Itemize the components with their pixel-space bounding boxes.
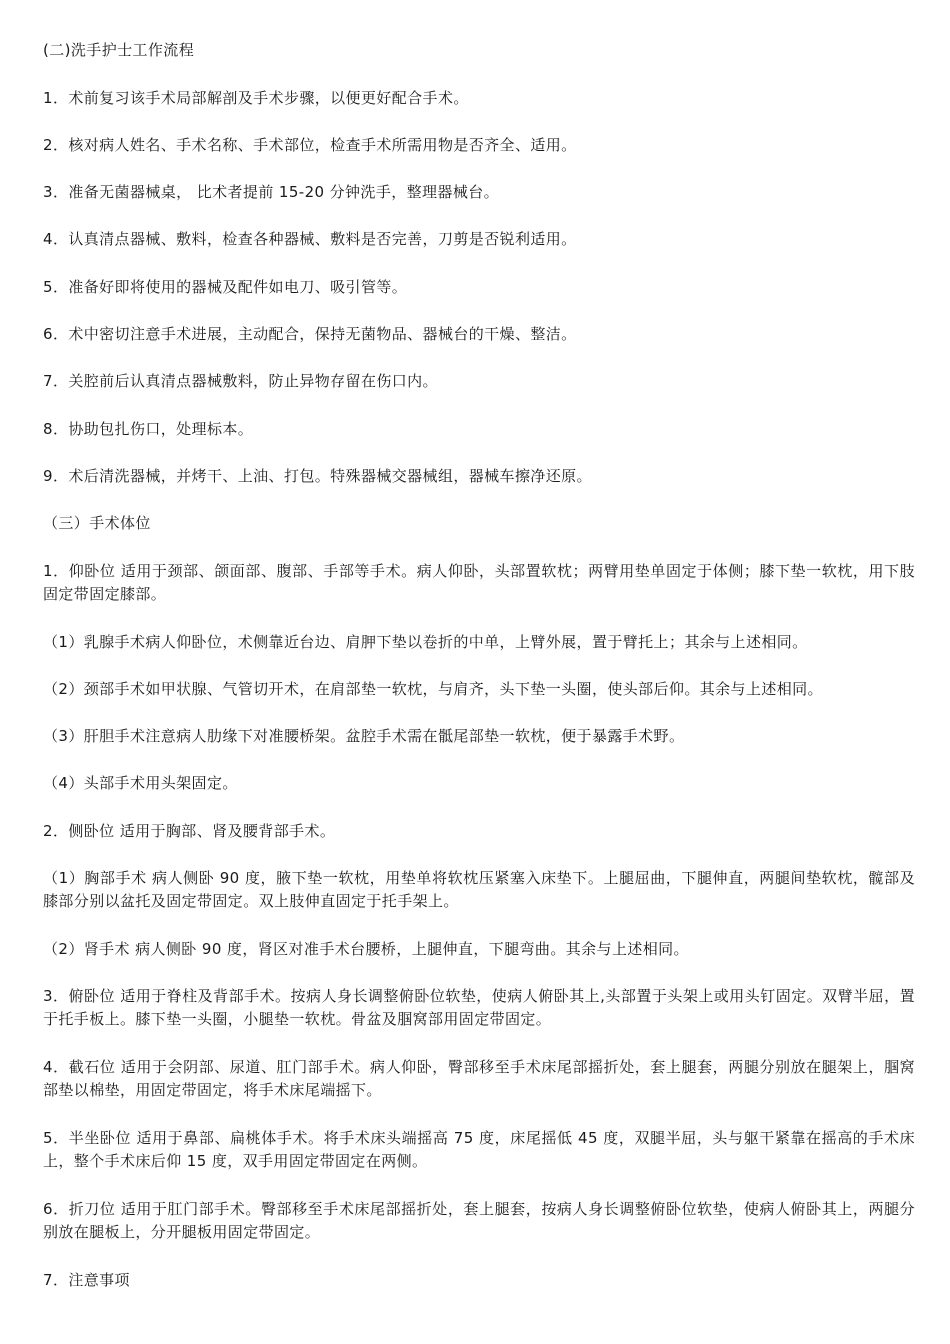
paragraph: （1）胸部手术 病人侧卧 90 度，腋下垫一软枕，用垫单将软枕压紧塞入床垫下。上腿屈曲，下腿伸直，两腿间垫软枕，髋部及膝部分别以盆托及固定带固定。双上肢伸直固定于托手架上。	[43, 869, 915, 910]
paragraph: 1．仰卧位 适用于颈部、颌面部、腹部、手部等手术。病人仰卧，头部置软枕；两臂用垫单固定于体侧；膝下垫一软枕，用下肢固定带固定膝部。	[43, 562, 915, 603]
paragraph: （2）颈部手术如甲状腺、气管切开术，在肩部垫一软枕，与肩齐，头下垫一头圈，使头部后仰。其余与上述相同。	[43, 680, 823, 698]
paragraph: （1）乳腺手术病人仰卧位，术侧靠近台边、肩胛下垫以卷折的中单，上臂外展，置于臂托上；其余与上述相同。	[43, 633, 808, 651]
paragraph: 5．准备好即将使用的器械及配件如电刀、吸引管等。	[43, 278, 408, 296]
paragraph: 5．半坐卧位 适用于鼻部、扁桃体手术。将手术床头端摇高 75 度，床尾摇低 45 度，双腿半屈，头与躯干紧靠在摇高的手术床上，整个手术床后仰 15 度，双手用固定带固定在两侧。	[43, 1129, 915, 1170]
paragraph: 6．术中密切注意手术进展，主动配合，保持无菌物品、器械台的干燥、整洁。	[43, 325, 577, 343]
paragraph: （4）头部手术用头架固定。	[43, 774, 238, 792]
section-heading-scrub-nurse-workflow: (二)洗手护士工作流程	[43, 41, 195, 59]
paragraph: 7．关腔前后认真清点器械敷料，防止异物存留在伤口内。	[43, 372, 438, 390]
paragraph: （2）肾手术 病人侧卧 90 度，肾区对准手术台腰桥，上腿伸直，下腿弯曲。其余与上述相同。	[43, 940, 689, 958]
paragraph: 8．协助包扎伤口，处理标本。	[43, 420, 254, 438]
paragraph: 3．俯卧位 适用于脊柱及背部手术。按病人身长调整俯卧位软垫，使病人俯卧其上,头部置于头架上或用头钉固定。双臂半屈，置于托手板上。膝下垫一头圈，小腿垫一软枕。骨盆及腘窝部用固定带固定。	[43, 987, 915, 1028]
paragraph: 4．认真清点器械、敷料，检查各种器械、敷料是否完善，刀剪是否锐利适用。	[43, 230, 577, 248]
paragraph: 9．术后清洗器械，并烤干、上油、打包。特殊器械交器械组，器械车擦净还原。	[43, 467, 592, 485]
paragraph: 7．注意事项	[43, 1271, 130, 1289]
paragraph: 1．术前复习该手术局部解剖及手术步骤，以便更好配合手术。	[43, 89, 469, 107]
paragraph: 2．核对病人姓名、手术名称、手术部位，检查手术所需用物是否齐全、适用。	[43, 136, 577, 154]
section-heading-surgical-positions: （三）手术体位	[43, 514, 151, 532]
paragraph: 3．准备无菌器械桌， 比术者提前 15-20 分钟洗手，整理器械台。	[43, 183, 500, 201]
paragraph: 6．折刀位 适用于肛门部手术。臀部移至手术床尾部摇折处，套上腿套，按病人身长调整俯卧位软垫，使病人俯卧其上，两腿分别放在腿板上，分开腿板用固定带固定。	[43, 1200, 915, 1241]
paragraph: 2．侧卧位 适用于胸部、肾及腰背部手术。	[43, 822, 336, 840]
paragraph: （3）肝胆手术注意病人肋缘下对准腰桥架。盆腔手术需在骶尾部垫一软枕，便于暴露手术野。	[43, 727, 685, 745]
paragraph: 4．截石位 适用于会阴部、尿道、肛门部手术。病人仰卧，臀部移至手术床尾部摇折处，套上腿套，两腿分别放在腿架上，腘窝部垫以棉垫，用固定带固定，将手术床尾端摇下。	[43, 1058, 915, 1099]
